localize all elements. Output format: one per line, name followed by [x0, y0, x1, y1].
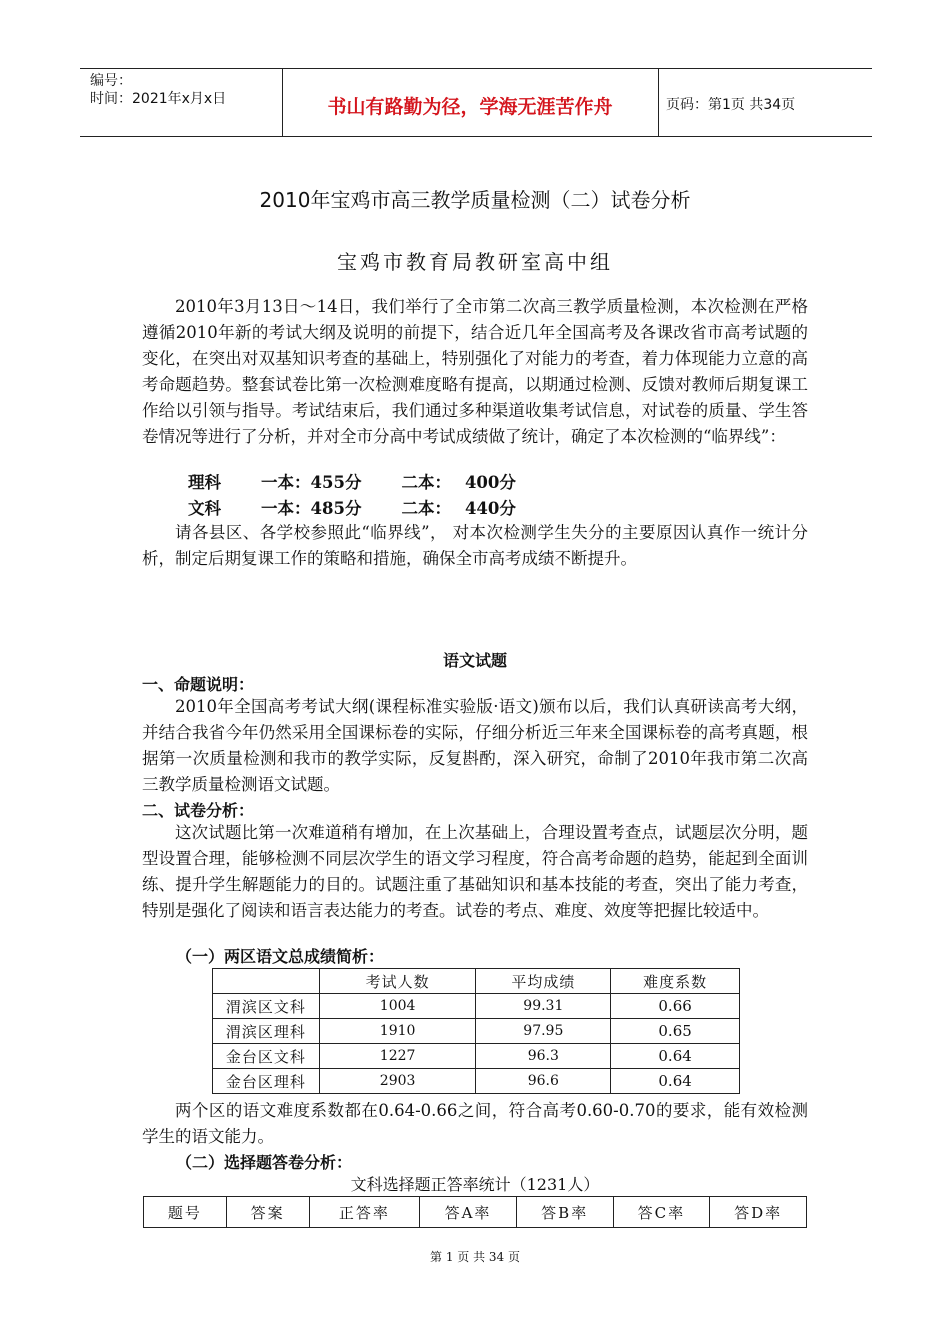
table-header-cell: 题号	[144, 1197, 227, 1228]
intro-paragraph: 2010年3月13日～14日，我们举行了全市第二次高三教学质量检测，本次检测在严格遵循2010年新的考试大纲及说明的前提下，结合近几年全国高考及各课改省市高考试题的变化，在突出对双基知识考查的基础上，特别强化了对能力的考查，着力体现能力立意的高考命题趋势。整套试卷比第一次检测难度略有提高，以期通过检测、反馈对教师后期复课工作给以引领与指导。考试结束后，我们通过多种渠道收集考试信息，对试卷的质量、学生答卷情况等进行了分析，并对全市分高中考试成绩做了统计，确定了本次检测的“临界线”：	[142, 297, 808, 446]
row-name: 渭滨区理科	[213, 1019, 320, 1044]
table-header-row	[213, 969, 740, 994]
section-2-text: 这次试题比第一次难道稍有增加，在上次基础上，合理设置考查点，试题层次分明，题型设置合理，能够检测不同层次学生的语文学习程度，符合高考命题的趋势，能起到全面训练、提升学生解题能力的目的。试题注重了基础知识和基本技能的考查，突出了能力考查，特别是强化了阅读和语言表达能力的考查。试卷的考点、难度、效度等把握比较适中。	[142, 823, 808, 920]
table-header-cell: 平均成绩	[476, 969, 611, 994]
table-row	[213, 994, 740, 1019]
cutoff-arts-label: 文科	[188, 499, 221, 518]
table-header-cell: 答C率	[613, 1197, 710, 1228]
header-top-rule	[80, 68, 872, 69]
header-bottom-rule	[80, 136, 872, 137]
header-motto: 书山有路勤为径，学海无涯苦作舟	[327, 96, 613, 118]
table-header-cell: 答A率	[420, 1197, 517, 1228]
row-name: 金台区文科	[213, 1044, 320, 1069]
row-difficulty: 0.65	[611, 1019, 740, 1044]
row-count: 2903	[319, 1069, 476, 1094]
section-1-heading: 一、命题说明：	[142, 675, 255, 694]
row-count: 1910	[319, 1019, 476, 1044]
row-name: 渭滨区文科	[213, 994, 320, 1019]
table-header-cell: 正答率	[309, 1197, 420, 1228]
header-meta	[90, 72, 226, 108]
scores-table	[212, 968, 740, 1094]
table-header-cell: 考试人数	[319, 969, 476, 994]
table-header-cell	[213, 969, 320, 994]
table-header-cell: 答案	[226, 1197, 309, 1228]
row-average: 97.95	[476, 1019, 611, 1044]
header-code-label: 编号：	[90, 73, 132, 89]
document-subtitle: 宝鸡市教育局教研室高中组	[337, 250, 613, 274]
cutoff-arts	[188, 496, 516, 522]
row-count: 1227	[319, 1044, 476, 1069]
table-header-row	[144, 1197, 807, 1228]
cutoff-arts-first: 485分	[310, 499, 362, 518]
header-date: 时间：2021年x月x日	[90, 91, 227, 107]
row-average: 96.6	[476, 1069, 611, 1094]
cutoff-science-second-label: 二本：	[401, 473, 451, 492]
table-header-cell: 答D率	[710, 1197, 807, 1228]
cutoff-science-first-label: 一本：	[261, 473, 311, 492]
cutoff-science-second: 400分	[464, 473, 516, 492]
row-count: 1004	[319, 994, 476, 1019]
row-difficulty: 0.64	[611, 1044, 740, 1069]
subsection-2-heading: （二）选择题答卷分析：	[176, 1153, 353, 1172]
choice-table	[143, 1196, 807, 1228]
row-difficulty: 0.66	[611, 994, 740, 1019]
cutoff-arts-second: 440分	[464, 499, 516, 518]
intro-tail-paragraph: 请各县区、各学校参照此“临界线”， 对本次检测学生失分的主要原因认真作一统计分析，制定后期复课工作的策略和措施，确保全市高考成绩不断提升。	[142, 523, 808, 568]
cutoff-science	[188, 470, 516, 496]
row-name: 金台区理科	[213, 1069, 320, 1094]
row-difficulty: 0.64	[611, 1069, 740, 1094]
section-2-heading: 二、试卷分析：	[142, 801, 255, 820]
cutoff-science-first: 455分	[310, 473, 362, 492]
document-title: 2010年宝鸡市高三教学质量检测（二）试卷分析	[259, 188, 691, 212]
header-page-info: 页码：第1页 共34页	[666, 97, 796, 113]
cutoff-science-label: 理科	[188, 473, 221, 492]
row-average: 96.3	[476, 1044, 611, 1069]
section-1-text: 2010年全国高考考试大纲(课程标准实验版·语文)颁布以后，我们认真研读高考大纲，并结合我省今年仍然采用全国课标卷的实际，仔细分析近三年来全国课标卷的高考真题，根据第一次质量检测和我市的教学实际，反复斟酌，深入研究，命制了2010年我市第二次高三教学质量检测语文试题。	[142, 697, 808, 794]
table-row	[213, 1044, 740, 1069]
table-header-cell: 难度系数	[611, 969, 740, 994]
header-divider-right	[658, 68, 659, 136]
table-row	[213, 1069, 740, 1094]
cutoff-arts-second-label: 二本：	[401, 499, 451, 518]
table-row	[213, 1019, 740, 1044]
row-average: 99.31	[476, 994, 611, 1019]
page-footer: 第 1 页 共 34 页	[430, 1250, 520, 1264]
subsection-1-heading: （一）两区语文总成绩简析：	[176, 947, 385, 966]
choice-table-caption: 文科选择题正答率统计（1231人）	[350, 1175, 600, 1194]
table-header-cell: 答B率	[516, 1197, 613, 1228]
cutoff-arts-first-label: 一本：	[261, 499, 311, 518]
section-title: 语文试题	[442, 651, 507, 670]
scores-comment: 两个区的语文难度系数都在0.64-0.66之间，符合高考0.60-0.70的要求，能有效检测学生的语文能力。	[142, 1101, 808, 1146]
